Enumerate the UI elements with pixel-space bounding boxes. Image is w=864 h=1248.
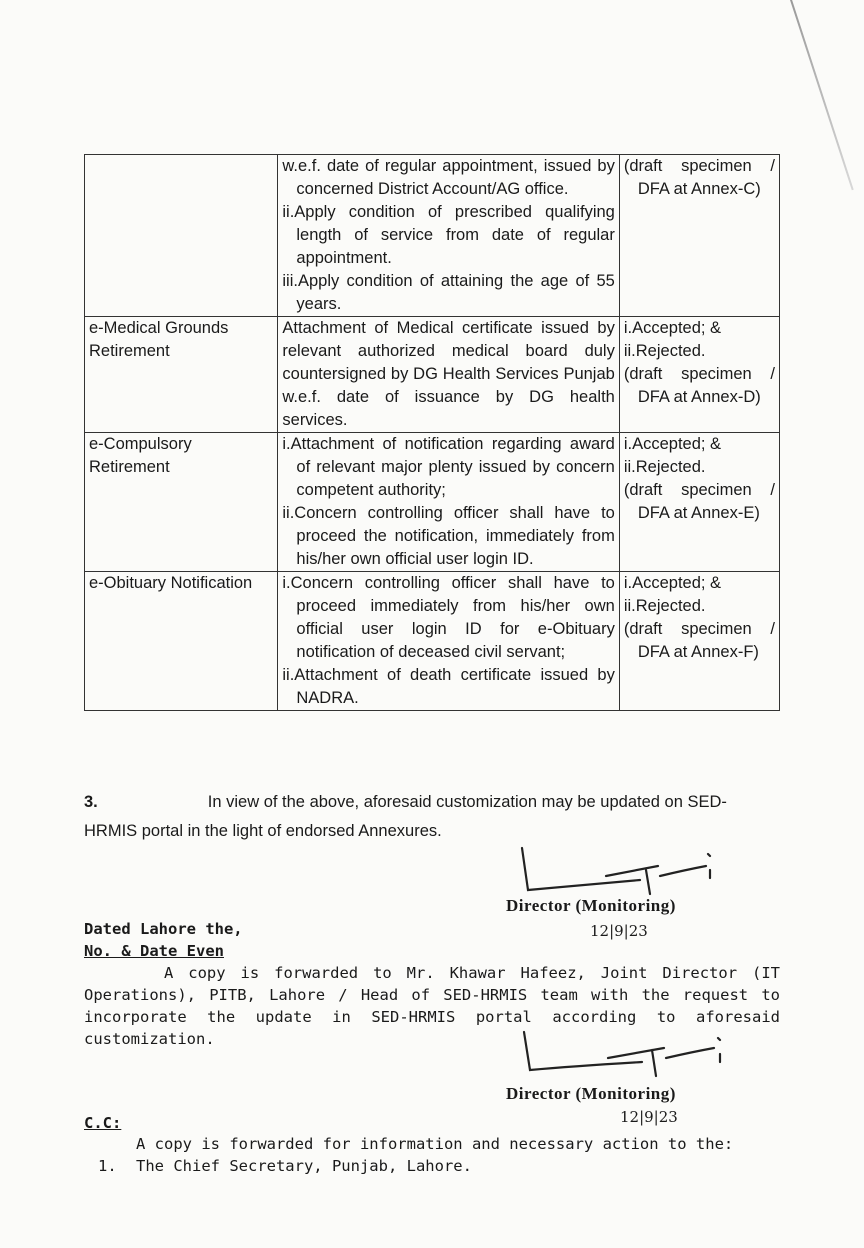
table-cell-type: e-Medical Grounds Retirement: [85, 317, 278, 433]
copy-forward-paragraph: A copy is forwarded to Mr. Khawar Hafeez, Joint Director (IT Operations), PITB, Lahore / Head of SED-HRMIS team with the request to incorporate the update in SED-HRMIS portal according to aforesaid customization.: [84, 964, 780, 1048]
cc-label: C.C:: [84, 1114, 122, 1132]
signature-date: 12|9|23: [620, 1108, 678, 1126]
action-item: i.Accepted; &: [623, 574, 722, 592]
signatory-designation: Director (Monitoring): [506, 896, 676, 915]
table-cell-action: [619, 155, 779, 317]
table-cell-type: e-Compulsory Retirement: [85, 433, 278, 572]
paragraph-3: [84, 788, 780, 846]
condition-item: i.Attachment of notification regarding award of relevant major plenty issued by concern competent authority;: [282, 435, 615, 499]
action-item: i.Accepted; &: [623, 435, 722, 453]
paragraph-text: In view of the above, aforesaid customization may be updated on SED-HRMIS portal in the light of endorsed Annexures.: [84, 793, 727, 840]
condition-item: ii.Apply condition of prescribed qualifying length of service from date of regular appointment.: [282, 203, 615, 267]
table-cell-action: [619, 317, 779, 433]
paper-fold-shadow: [790, 0, 854, 190]
condition-item: iii.Apply condition of attaining the age of 55 years.: [282, 272, 615, 313]
table-cell-type: [85, 155, 278, 317]
action-item: (draft specimen / DFA at Annex-C): [623, 157, 775, 198]
action-item: (draft specimen / DFA at Annex-E): [623, 481, 775, 522]
table-row: [85, 317, 780, 433]
customization-table: [84, 154, 780, 711]
dated-line: Dated Lahore the,: [84, 920, 243, 938]
cc-item-text: The Chief Secretary, Punjab, Lahore.: [136, 1157, 472, 1175]
action-item: (draft specimen / DFA at Annex-F): [623, 620, 775, 661]
cc-intro: A copy is forwarded for information and necessary action to the:: [136, 1135, 734, 1153]
table-cell-conditions: [278, 317, 619, 433]
paragraph-number: 3.: [84, 793, 98, 811]
table-row: [85, 155, 780, 317]
table-row: [85, 572, 780, 711]
table-cell-action: [619, 433, 779, 572]
action-item: ii.Rejected.: [623, 342, 706, 360]
condition-item: i.Concern controlling officer shall have to proceed immediately from his/her own official user login ID for e-Obituary notification of deceased civil servant;: [282, 574, 615, 661]
table-row: [85, 433, 780, 572]
table-cell-action: [619, 572, 779, 711]
action-item: ii.Rejected.: [623, 597, 706, 615]
signature-scribble: [510, 846, 740, 896]
reference-number: No. & Date Even: [84, 942, 224, 960]
condition-item: ii.Concern controlling officer shall have to proceed the notification, immediately from his/her own official user login ID.: [282, 504, 615, 568]
signatory-designation: Director (Monitoring): [506, 1084, 676, 1103]
table-cell-conditions: [278, 155, 619, 317]
cc-item-number: 1.: [98, 1157, 117, 1175]
table-cell-type: e-Obituary Notification: [85, 572, 278, 711]
table-cell-conditions: [278, 433, 619, 572]
action-item: (draft specimen / DFA at Annex-D): [623, 365, 775, 406]
signature-1: [510, 846, 740, 896]
action-item: ii.Rejected.: [623, 458, 706, 476]
signature-scribble: [514, 1028, 744, 1078]
table-cell-conditions: [278, 572, 619, 711]
action-item: i.Accepted; &: [623, 319, 722, 337]
condition-item: ii.Attachment of death certificate issued by NADRA.: [282, 666, 615, 707]
condition-item: Attachment of Medical certificate issued by relevant authorized medical board duly countersigned by DG Health Services Punjab w.e.f. date of issuance by DG health services.: [282, 319, 615, 429]
signature-date: 12|9|23: [590, 922, 648, 940]
signature-2: [514, 1028, 744, 1078]
condition-item: w.e.f. date of regular appointment, issued by concerned District Account/AG office.: [282, 157, 615, 198]
